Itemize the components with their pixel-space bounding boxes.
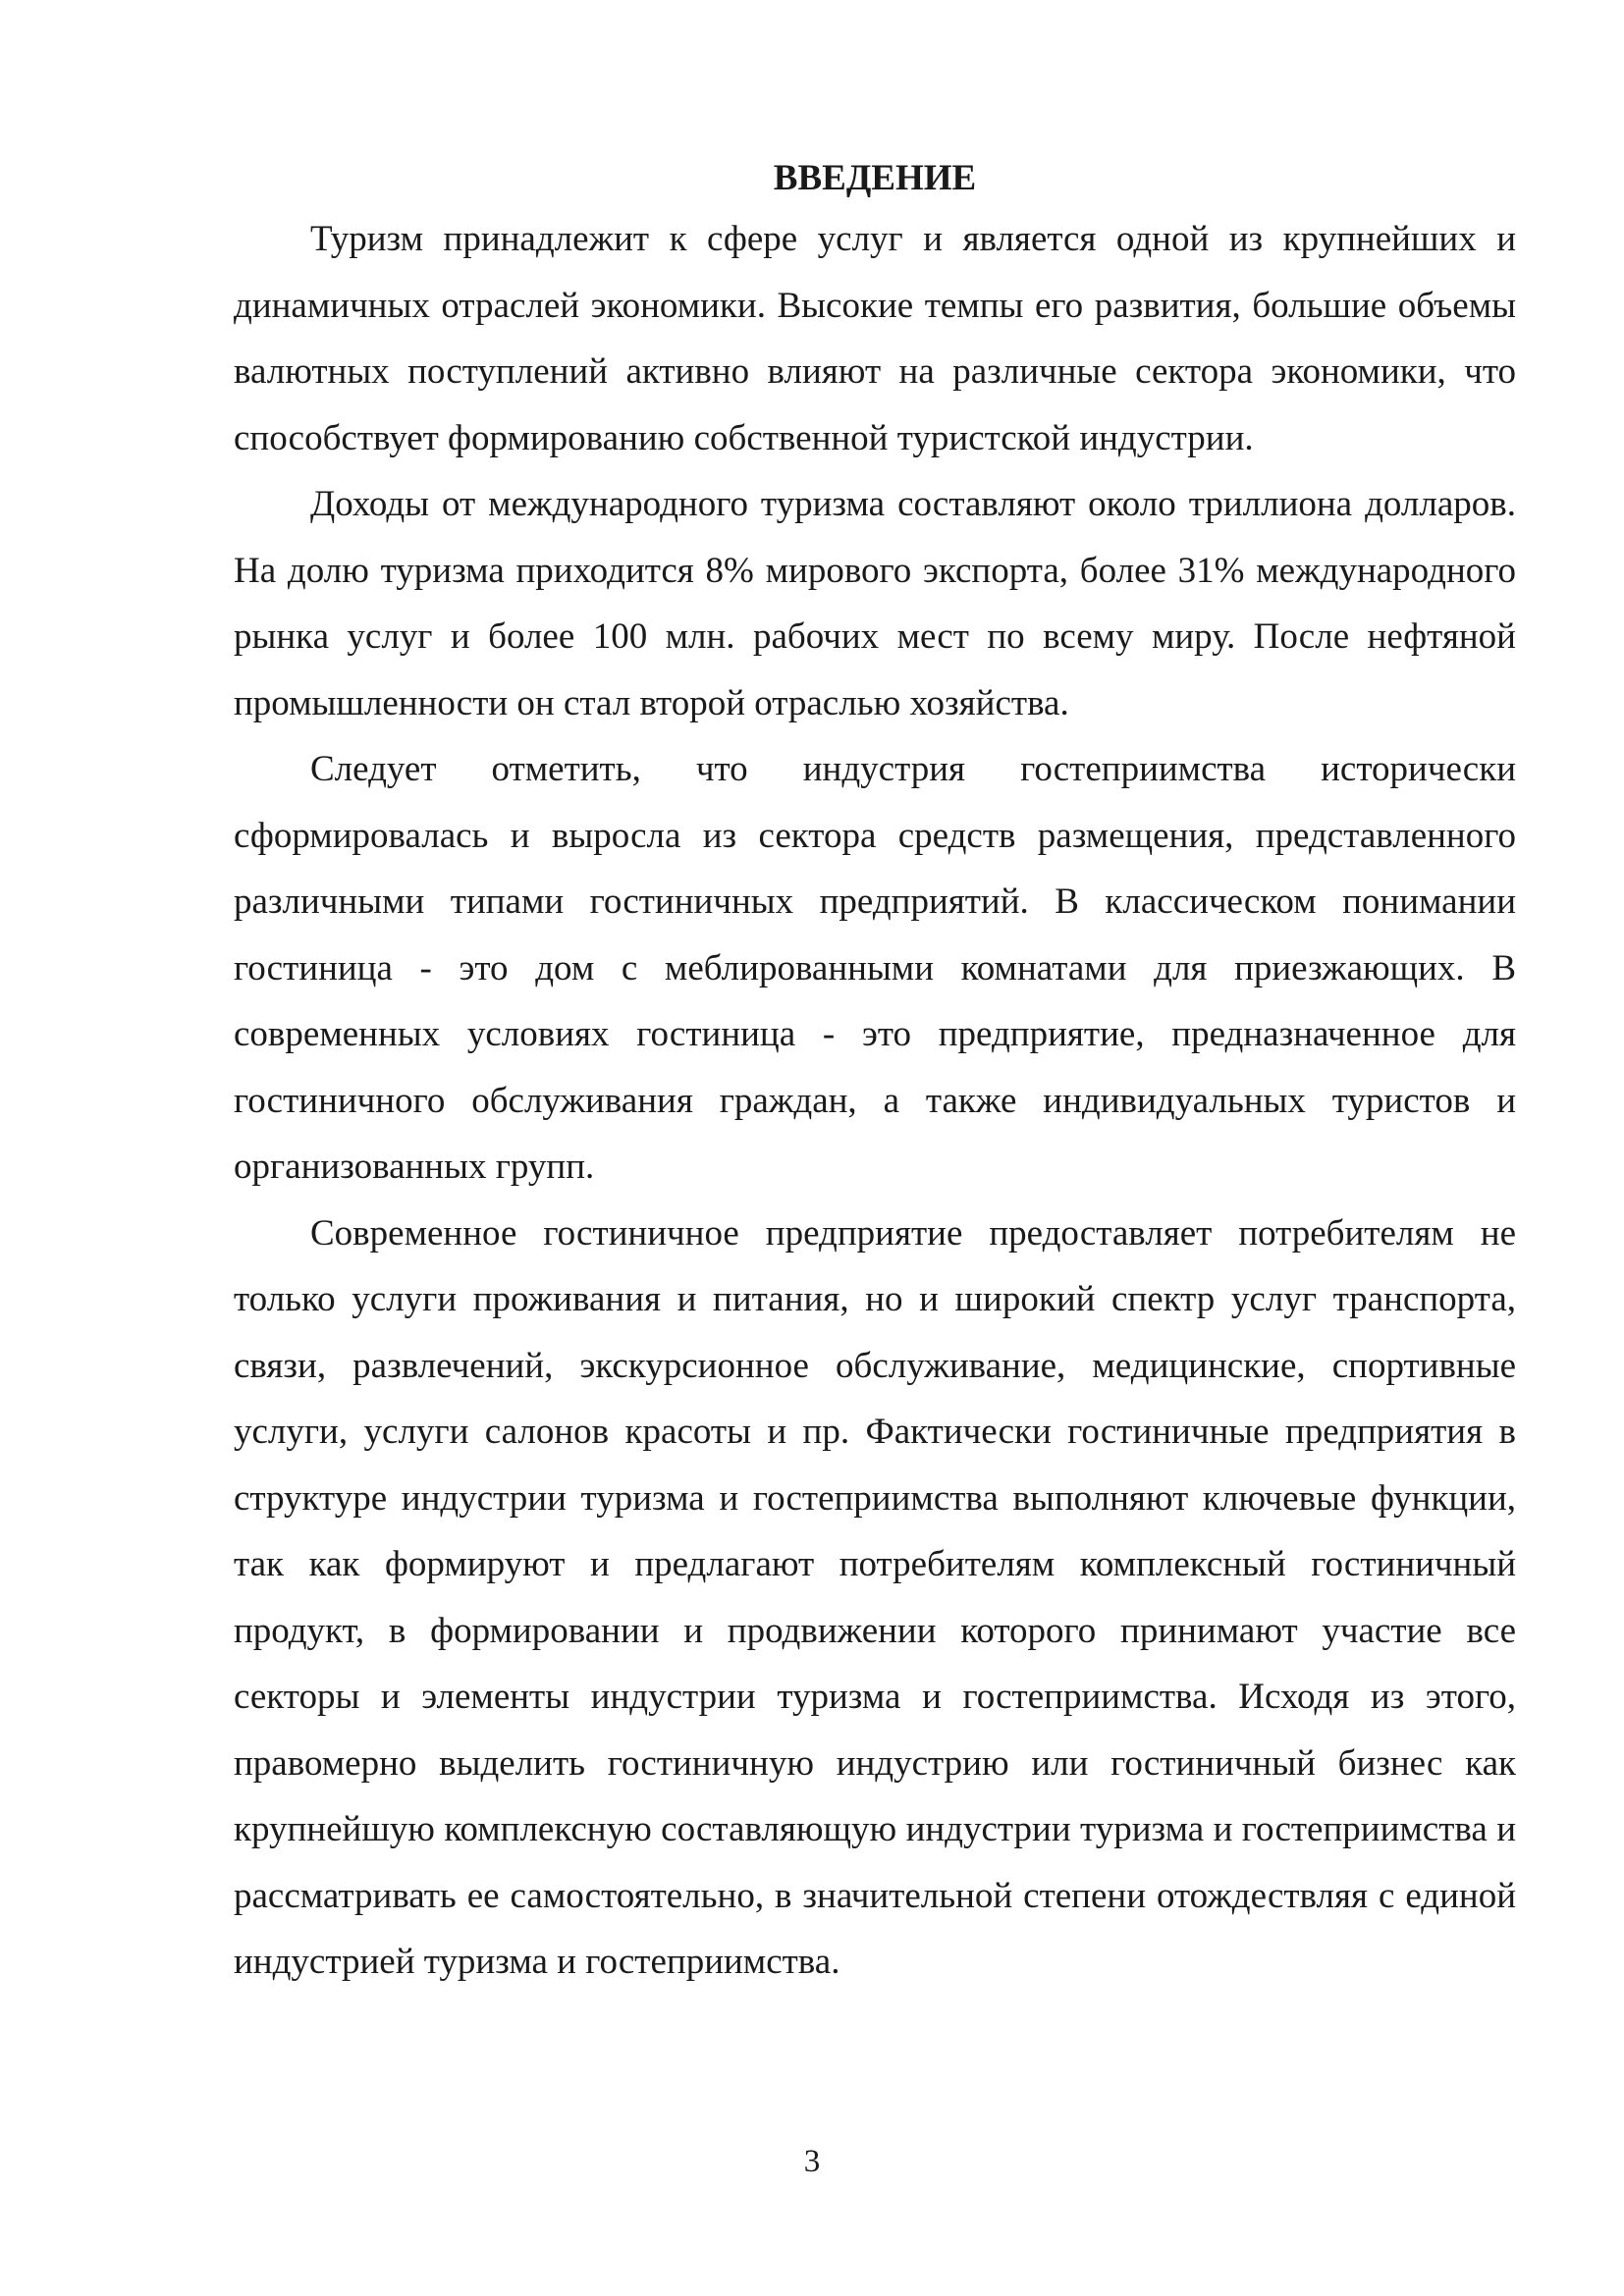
- page-heading: ВВЕДЕНИЕ: [773, 158, 977, 198]
- page-number: 3: [803, 2144, 821, 2179]
- paragraph-4: Современное гостиничное предприятие предоставляет потребителям не только услуги проживания и питания, но и широкий спектр услуг транспорта, связи, развлечений, экскурсионное обслуживание, медицинские, спортивные услуги, услуги салонов красоты и пр. Фактически гостиничные предприятия в структуре индустрии туризма и гостеприимства выполняют ключевые функции, так как формируют и предлагают потребителям комплексный гостиничный продукт, в формировании и продвижении которого принимают участие все секторы и элементы индустрии туризма и гостеприимства. Исходя из этого, правомерно выделить гостиничную индустрию или гостиничный бизнес как крупнейшую комплексную составляющую индустрии туризма и гостеприимства и рассматривать ее самостоятельно, в значительной степени отождествляя с единой индустрией туризма и гостеприимства.: [234, 1212, 1516, 1982]
- page-content: [234, 151, 1516, 1996]
- paragraph-1: Туризм принадлежит к сфере услуг и является одной из крупнейших и динамичных отраслей экономики. Высокие темпы его развития, большие объемы валютных поступлений активно влияют на различные сектора экономики, что способствует формированию собственной туристской индустрии.: [234, 219, 1516, 458]
- paragraph-2: Доходы от международного туризма составляют около триллиона долларов. На долю туризма приходится 8% мирового экспорта, более 31% международного рынка услуг и более 100 млн. рабочих мест по всему миру. После нефтяной промышленности он стал второй отраслью хозяйства.: [234, 484, 1516, 723]
- paragraph-3: Следует отметить, что индустрия гостеприимства исторически сформировалась и выросла из сектора средств размещения, представленного различными типами гостиничных предприятий. В классическом понимании гостиница - это дом с меблированными комнатами для приезжающих. В современных условиях гостиница - это предприятие, предназначенное для гостиничного обслуживания граждан, а также индивидуальных туристов и организованных групп.: [234, 749, 1516, 1187]
